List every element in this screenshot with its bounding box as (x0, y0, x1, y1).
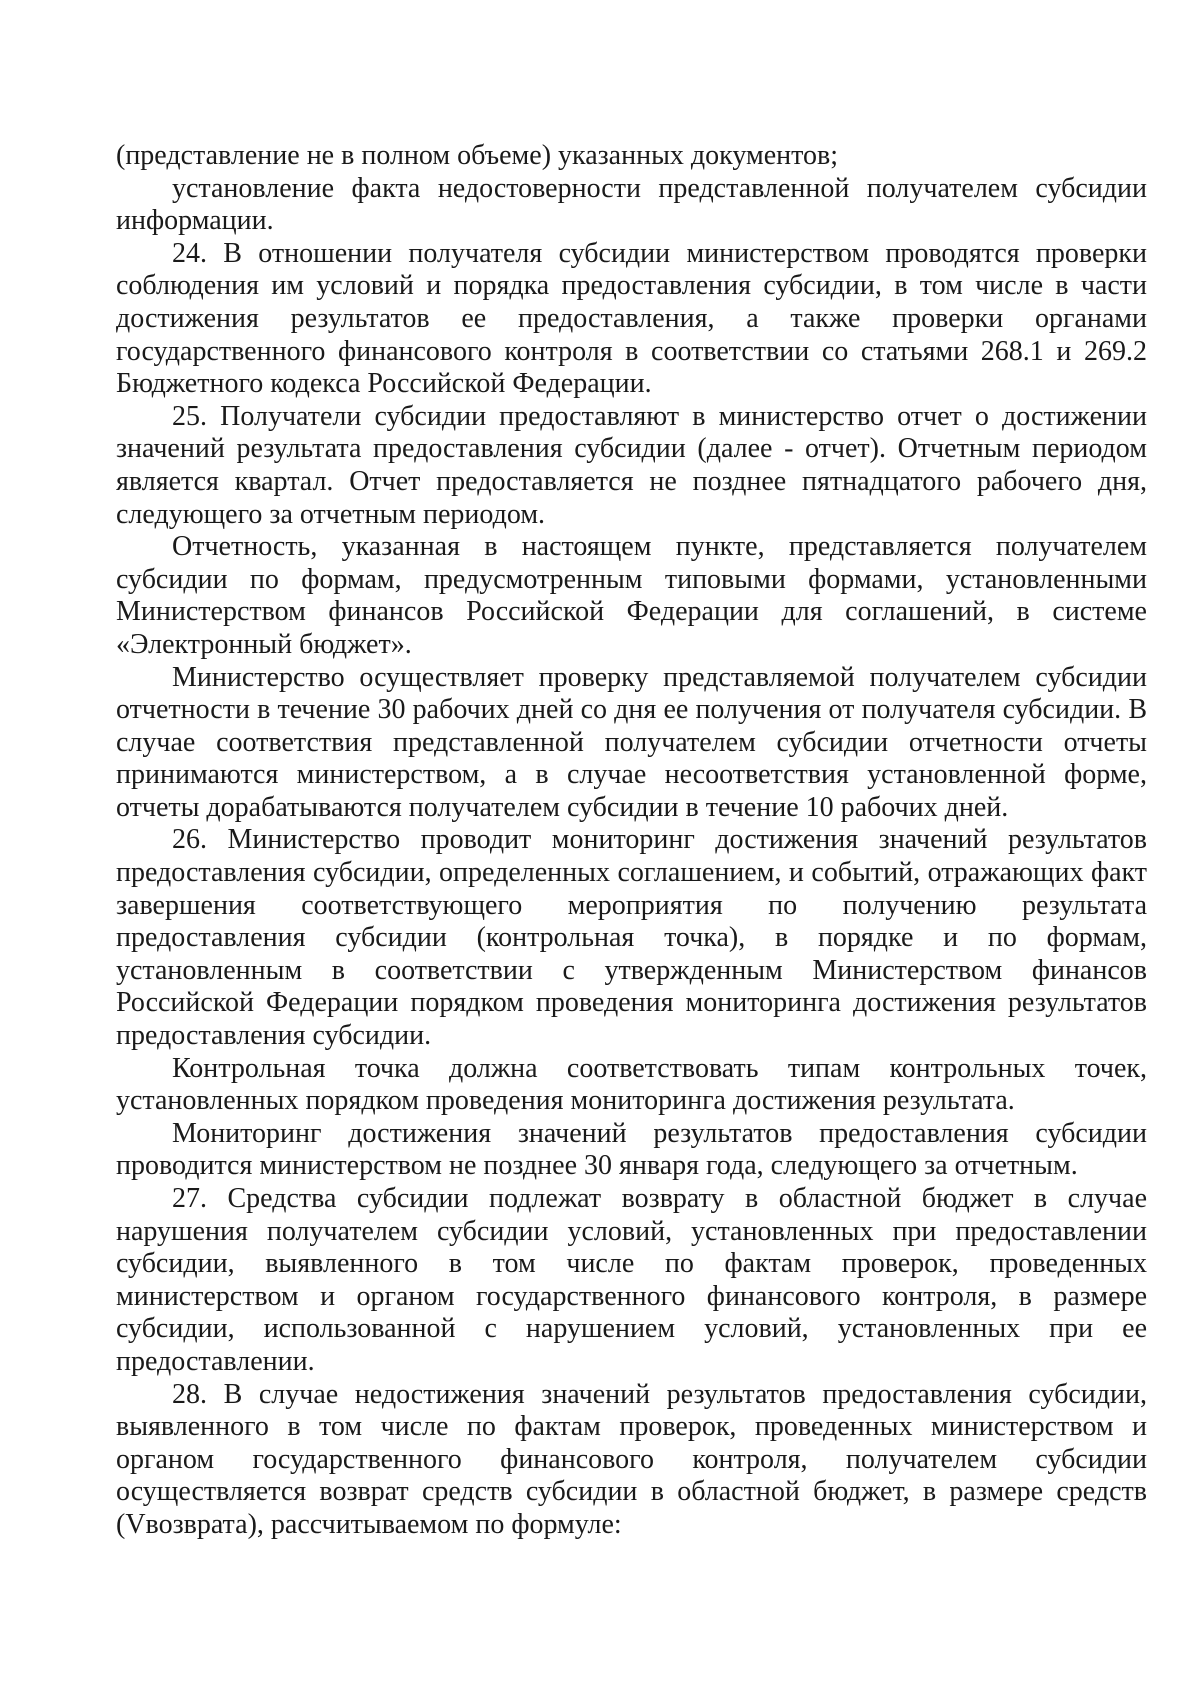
paragraph-unreliable-info: установление факта недостоверности представленной получателем субсидии информации. (116, 172, 1147, 237)
paragraph-26-monitoring: 26. Министерство проводит мониторинг достижения значений результатов предоставления субсидии, определенных соглашением, и событий, отражающих факт завершения соответствующего мероприятия по получению результата предоставления субсидии (контрольная точка), в порядке и по формам, установленным в соответствии с утвержденным Министерством финансов Российской Федерации порядком проведения мониторинга достижения результатов предоставления субсидии. (116, 824, 1147, 1052)
paragraph-24-inspections: 24. В отношении получателя субсидии министерством проводятся проверки соблюдения им условий и порядка предоставления субсидии, в том числе в части достижения результатов ее предоставления, а также проверки органами государственного финансового контроля в соответствии со статьями 268.1 и 269.2 Бюджетного кодекса Российской Федерации. (116, 237, 1147, 400)
paragraph-27-refund: 27. Средства субсидии подлежат возврату в областной бюджет в случае нарушения получателем субсидии условий, установленных при предоставлении субсидии, выявленного в том числе по фактам проверок, проведенных министерством и органом государственного финансового контроля, в размере субсидии, использованной с нарушением условий, установленных при ее предоставлении. (116, 1183, 1147, 1377)
paragraph-continuation: (представление не в полном объеме) указанных документов; (116, 140, 838, 171)
paragraph-reporting-forms: Отчетность, указанная в настоящем пункте, представляется получателем субсидии по формам, предусмотренным типовыми формами, установленными Министерством финансов Российской Федерации для соглашений, в системе «Электронный бюджет». (116, 531, 1147, 660)
paragraph-monitoring-deadline: Мониторинг достижения значений результатов предоставления субсидии проводится министерством не позднее 30 января года, следующего за отчетным. (116, 1117, 1147, 1182)
document-page (116, 140, 1147, 1542)
paragraph-report-review: Министерство осуществляет проверку представляемой получателем субсидии отчетности в течение 30 рабочих дней со дня ее получения от получателя субсидии. В случае соответствия представленной получателем субсидии отчетности отчеты принимаются министерством, а в случае несоответствия установленной форме, отчеты дорабатываются получателем субсидии в течение 10 рабочих дней. (116, 661, 1147, 823)
paragraph-28-refund-formula: 28. В случае недостижения значений результатов предоставления субсидии, выявленного в том числе по фактам проверок, проведенных министерством и органом государственного финансового контроля, получателем субсидии осуществляется возврат средств субсидии в областной бюджет, в размере средств (Vвозврата), рассчитываемом по формуле: (116, 1378, 1147, 1540)
paragraph-control-point: Контрольная точка должна соответствовать типам контрольных точек, установленных порядком проведения мониторинга достижения результата. (116, 1052, 1147, 1117)
paragraph-25-report: 25. Получатели субсидии предоставляют в министерство отчет о достижении значений результата предоставления субсидии (далее - отчет). Отчетным периодом является квартал. Отчет предоставляется не позднее пятнадцатого рабочего дня, следующего за отчетным периодом. (116, 400, 1147, 530)
